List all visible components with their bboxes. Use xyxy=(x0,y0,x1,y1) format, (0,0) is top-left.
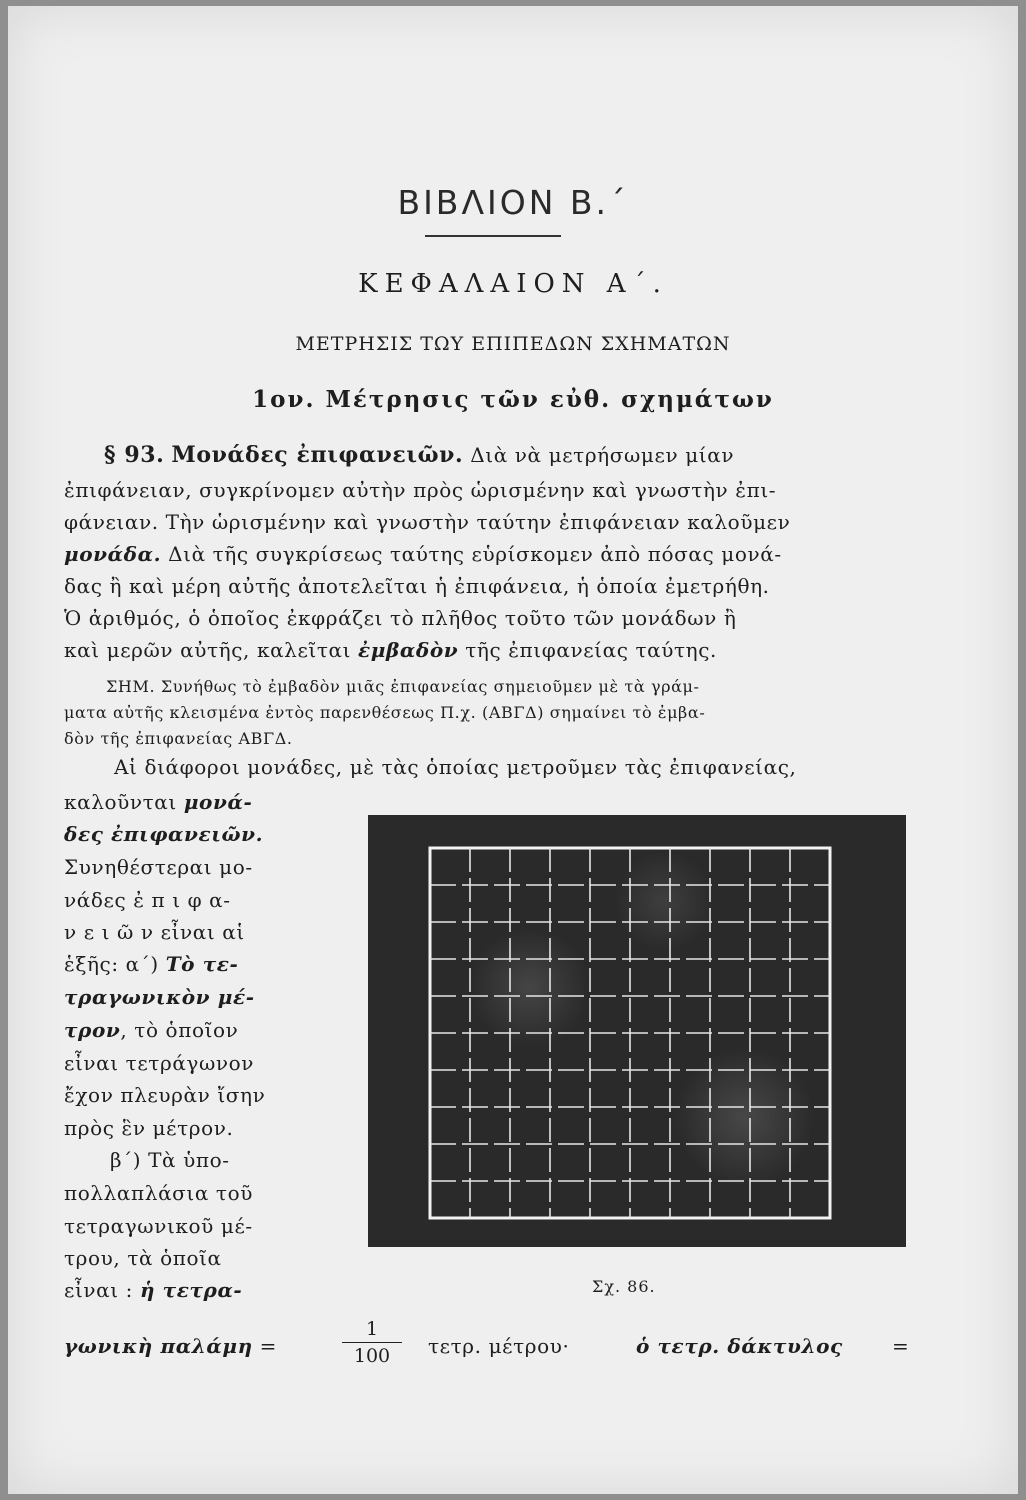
title-divider xyxy=(425,235,561,237)
section-number: § 93. xyxy=(104,442,165,468)
body-line-6: ν ε ι ῶ ν εἶναι αἱ xyxy=(64,920,245,944)
body-line-5: νάδες ἐ π ι φ α- xyxy=(64,888,231,912)
body-line-10: εἶναι τετράγωνον xyxy=(64,1051,255,1075)
section-line-7 xyxy=(64,638,717,662)
fraction xyxy=(342,1318,402,1367)
term-i-tetra: ἡ τετρα- xyxy=(139,1278,243,1302)
term-to-tetragonikon: Τὸ τε- xyxy=(165,952,239,976)
section-line-4 xyxy=(64,542,782,566)
term-monades: μονά- xyxy=(183,790,253,814)
section-text-7a: καὶ μερῶν αὐτῆς, καλεῖται xyxy=(64,638,359,662)
body-line-4: Συνηθέστεραι μο- xyxy=(64,855,253,879)
body-line-18e: = xyxy=(892,1334,910,1358)
grid-diagram xyxy=(368,815,906,1247)
term-embadon: ἐμβαδὸν xyxy=(358,638,459,662)
body-line-15: τετραγωνικοῦ μέ- xyxy=(64,1214,253,1238)
figure-caption: Σχ. 86. xyxy=(592,1277,656,1296)
fraction-numerator: 1 xyxy=(365,1318,379,1340)
fraction-bar xyxy=(342,1342,402,1343)
body-line-2 xyxy=(64,790,252,814)
fraction-denominator: 100 xyxy=(353,1345,391,1367)
note-line-2: ματα αὐτῆς κλεισμένα ἐντὸς παρενθέσεως Π.χ. (ΑΒΓΔ) σημαίνει τὸ ἐμβα- xyxy=(64,703,706,722)
section-line-6: Ὁ ἀριθμός, ὁ ὁποῖος ἐκφράζει τὸ πλῆθος τοῦτο τῶν μονάδων ἢ xyxy=(64,606,737,630)
term-monada: μονάδα. xyxy=(64,542,162,566)
note-line-1: ΣΗΜ. Συνήθως τὸ ἐμβαδὸν μιᾶς ἐπιφανείας σημειοῦμεν μὲ τὰ γράμ- xyxy=(106,677,700,696)
section-text-4: Διὰ τῆς συγκρίσεως ταύτης εὑρίσκομεν ἀπὸ πόσας μονά- xyxy=(161,542,782,566)
main-heading: ΜΕΤΡΗΣΙΣ ΤΩΥ ΕΠΙΠΕΔΩΝ ΣΧΗΜΑΤΩΝ xyxy=(295,333,731,355)
body-line-11: ἔχον πλευρὰν ἴσην xyxy=(64,1083,266,1107)
section-line-3: φάνειαν. Τὴν ὡρισμένην καὶ γνωστὴν ταύτην ἐπιφάνειαν καλοῦμεν xyxy=(64,510,791,534)
figure-square-grid xyxy=(368,815,906,1247)
section-line-5: δας ἢ καὶ μέρη αὐτῆς ἀποτελεῖται ἡ ἐπιφάνεια, ἡ ὁποία ἐμετρήθη. xyxy=(64,574,770,598)
section-text-7c: τῆς ἐπιφανείας ταύτης. xyxy=(458,638,718,662)
chapter-title: ΚΕΦΑΛΑΙΟΝ Α΄. xyxy=(358,269,668,299)
note-line-3: δὸν τῆς ἐπιφανείας ΑΒΓΔ. xyxy=(64,729,293,748)
body-line-18a xyxy=(64,1334,277,1358)
body-line-3: δες ἐπιφανειῶν. xyxy=(64,822,264,846)
body-text-9b: , τὸ ὁποῖον xyxy=(120,1018,239,1042)
body-line-18c: τετρ. μέτρου· xyxy=(428,1334,570,1358)
body-line-7 xyxy=(64,952,238,976)
section-text-1: Διὰ νὰ μετρήσωμεν μίαν xyxy=(470,443,735,467)
body-line-9 xyxy=(64,1018,238,1042)
body-line-16: τρου, τὰ ὁποῖα xyxy=(64,1246,222,1270)
book-title: ΒΙΒΛΙΟΝ Β.΄ xyxy=(397,183,629,222)
body-line-14: πολλαπλάσια τοῦ xyxy=(64,1181,253,1205)
section-title: Μονάδες ἐπιφανειῶν. xyxy=(171,442,464,468)
body-text-17a: εἶναι : xyxy=(64,1278,140,1302)
body-text-7a: ἑξῆς: α΄) xyxy=(64,952,166,976)
body-line-1: Αἱ διάφοροι μονάδες, μὲ τὰς ὁποίας μετροῦμεν τὰς ἐπιφανείας, xyxy=(114,755,797,779)
body-line-13: β΄) Τὰ ὑπο- xyxy=(110,1148,230,1172)
body-line-12: πρὸς ἓν μέτρον. xyxy=(64,1116,234,1140)
equals-sign: = xyxy=(252,1334,278,1358)
section-line-1 xyxy=(104,442,734,468)
body-line-8: τραγωνικὸν μέ- xyxy=(64,985,255,1009)
term-tetragoniki-palami: γωνικὴ παλάμη xyxy=(64,1334,253,1358)
body-line-17 xyxy=(64,1278,242,1302)
subheading: 1ον. Μέτρησις τῶν εὐθ. σχημάτων xyxy=(252,386,774,413)
section-line-2: ἐπιφάνειαν, συγκρίνομεν αὐτὴν πρὸς ὡρισμένην καὶ γνωστὴν ἐπι- xyxy=(64,478,777,502)
body-text-2a: καλοῦνται xyxy=(64,790,184,814)
term-metron: τρον xyxy=(64,1018,121,1042)
book-page xyxy=(8,6,1018,1494)
body-line-18d: ὁ τετρ. δάκτυλος xyxy=(636,1334,843,1358)
